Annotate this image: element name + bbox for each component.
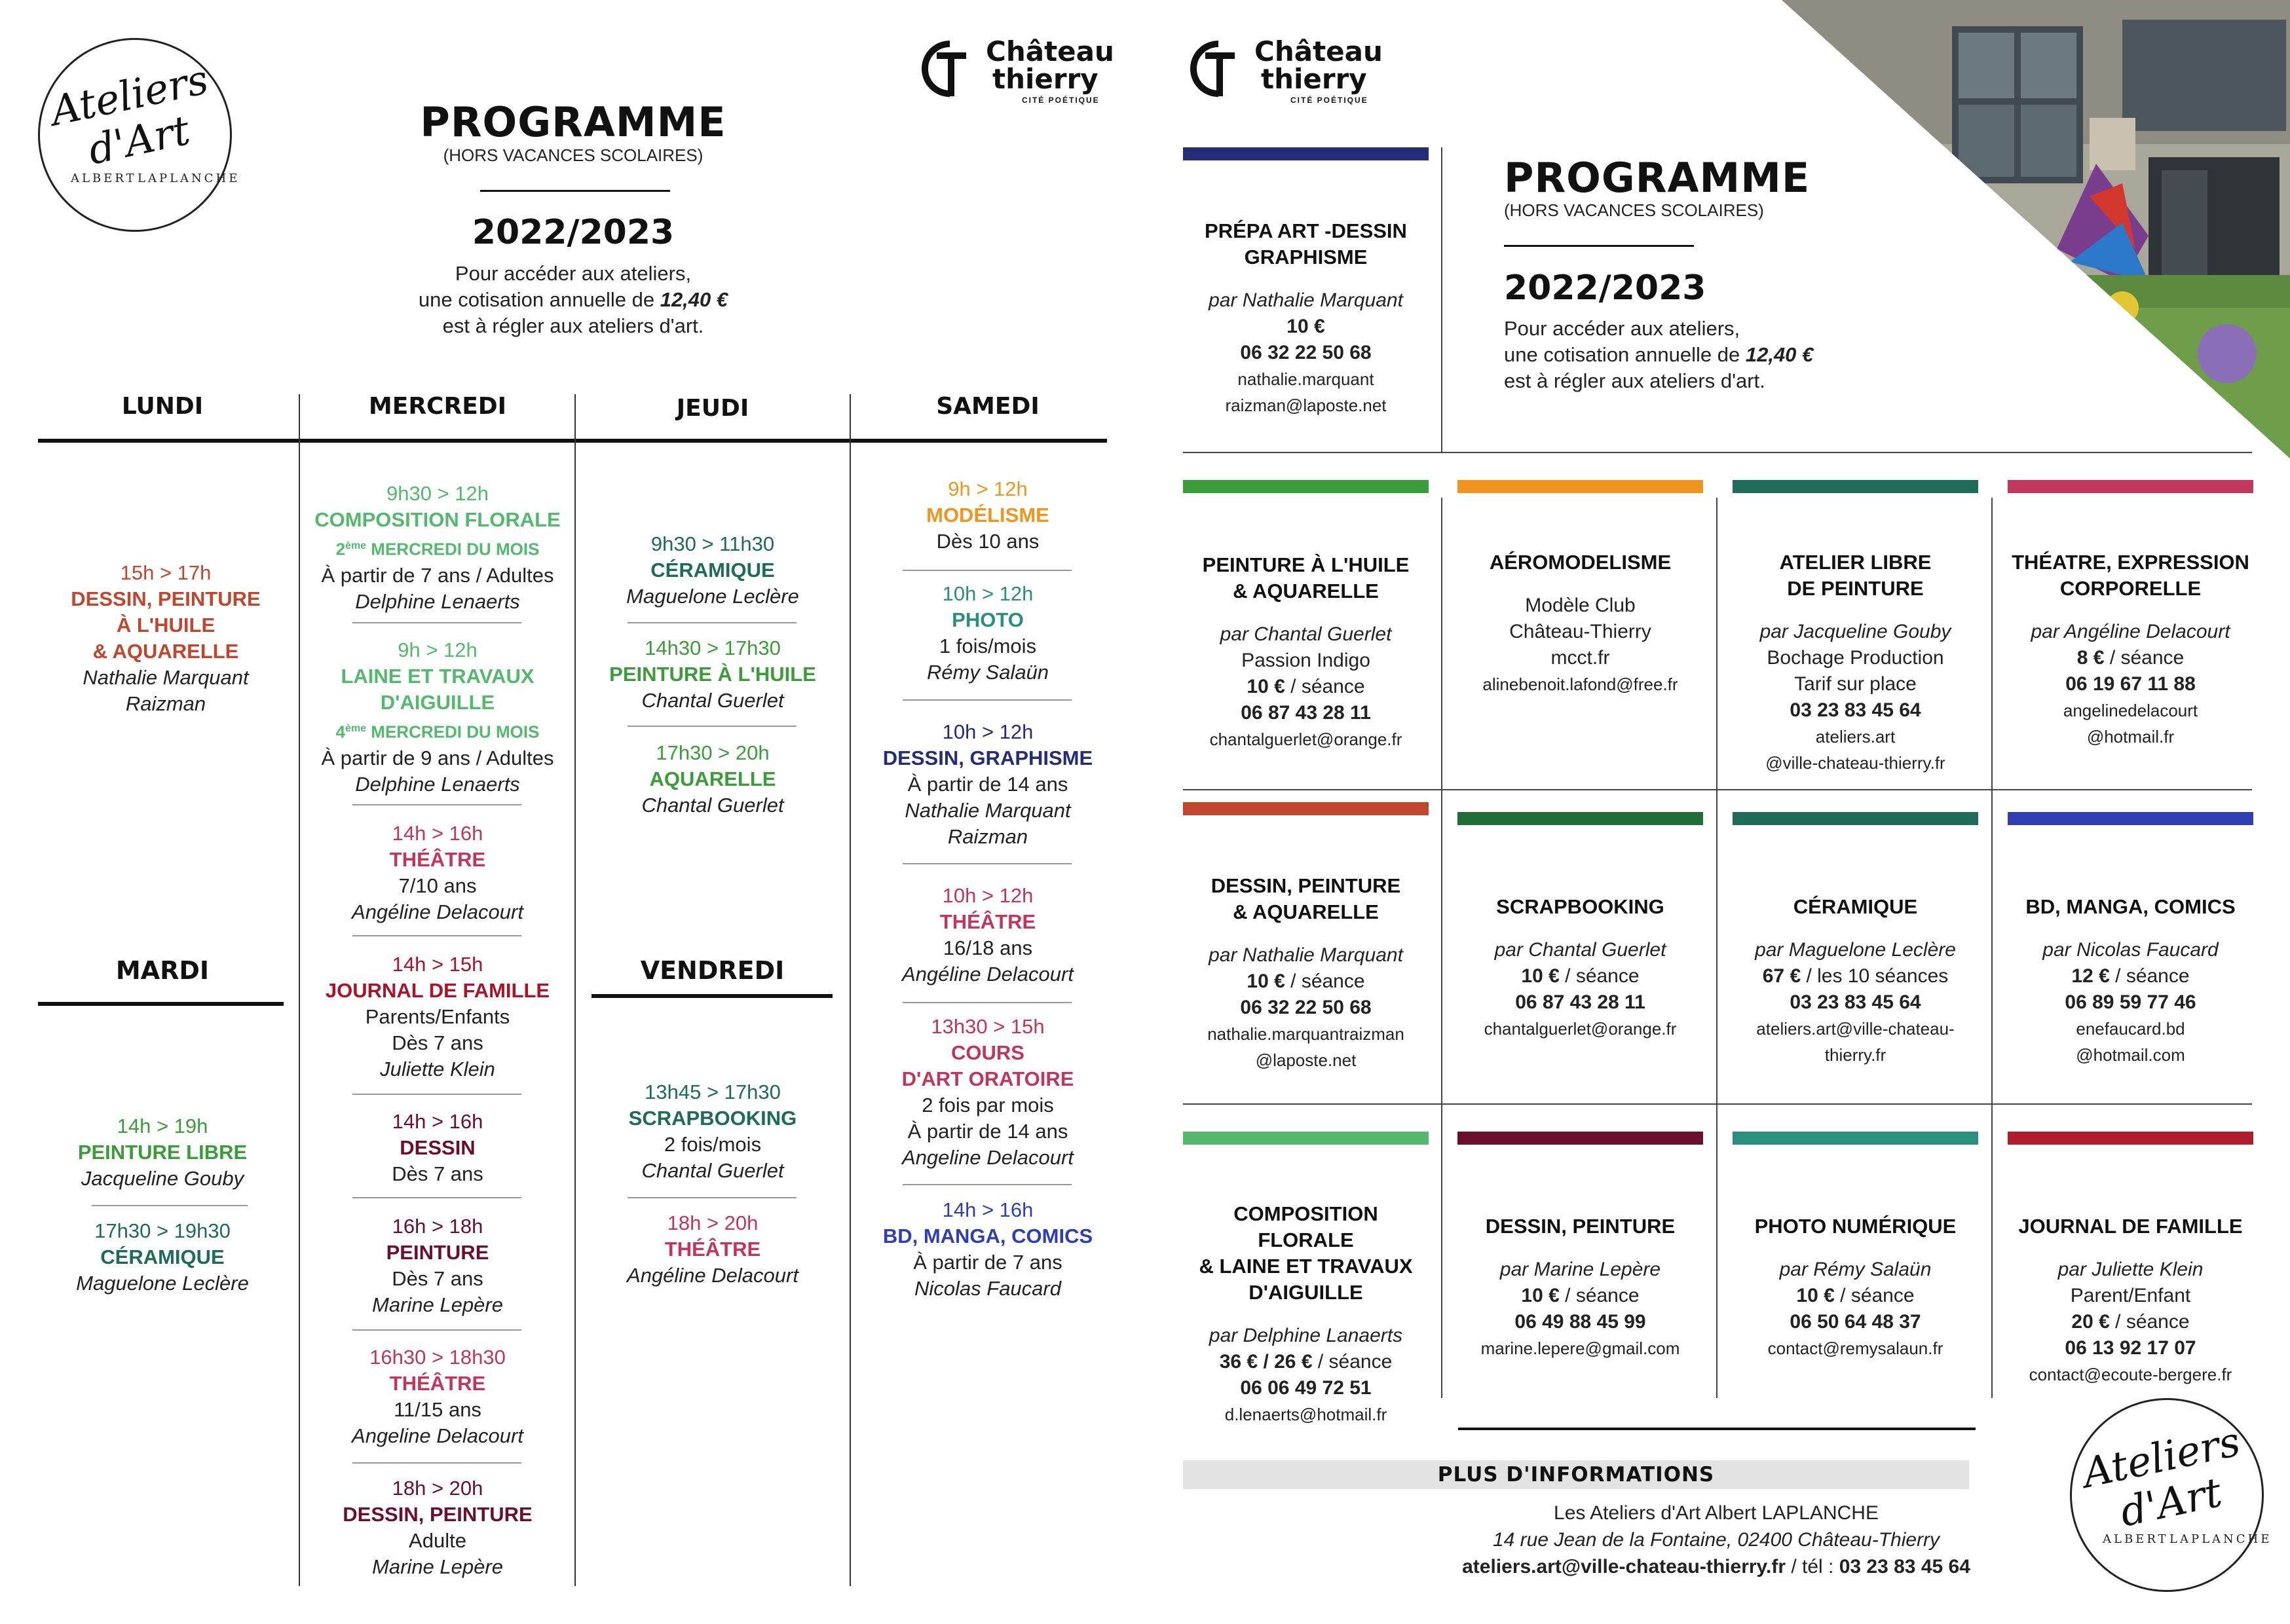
header-divider-left	[480, 190, 670, 192]
wed-entry-7: 16h30 > 18h30 THÉÂTRE 11/15 ans Angeline Delacourt	[352, 1346, 523, 1447]
city-logo-line1: Château	[986, 35, 1114, 67]
card-theatre: THÉATRE, EXPRESSION CORPORELLE par Angéline Delacourt 8 € / séance 06 19 67 11 88 angelinedelacourt @hotmail.fr	[2008, 480, 2253, 750]
logo-script-text: Ateliers d'Art	[47, 55, 213, 174]
intro-text-right: Pour accéder aux ateliers, une cotisation annuelle de 12,40 € est à régler aux ateliers d'art.	[1504, 317, 1814, 392]
fri-rule	[591, 994, 833, 998]
grid-v-1	[1441, 498, 1442, 1398]
card-bar	[1457, 480, 1703, 493]
day-header-thu: JEUDI	[676, 395, 749, 422]
day-header-tue: MARDI	[115, 956, 210, 985]
city-logo-tagline: CITÉ POÉTIQUE	[1022, 96, 1100, 105]
tue-sep	[92, 1205, 248, 1206]
day-header-wed: MERCREDI	[368, 393, 507, 420]
card-scrapbooking: SCRAPBOOKING par Chantal Guerlet 10 € / séance 06 87 43 28 11 chantalguerlet@orange.fr	[1457, 812, 1703, 1042]
intro-price: 12,40 €	[660, 288, 728, 311]
card-bar	[1733, 480, 1978, 493]
intro-line1: Pour accéder aux ateliers,	[455, 262, 692, 285]
wed-sep-6	[352, 1329, 521, 1331]
wed-sep-1	[352, 622, 521, 623]
card-photo-numerique: PHOTO NUMÉRIQUE par Rémy Salaün 10 € / séance 06 50 64 48 37 contact@remysalaun.fr	[1733, 1132, 1978, 1361]
tue-entry-2: 17h30 > 19h30 CÉRAMIQUE Maguelone Leclère	[76, 1219, 249, 1295]
tue-rule	[38, 1002, 284, 1006]
sat-entry-1: 9h > 12h MODÉLISME Dès 10 ans	[926, 477, 1049, 553]
card-aeromodelisme: AÉROMODELISME Modèle Club Château-Thierry mcct.fr alinebenoit.lafond@free.fr	[1457, 480, 1703, 697]
wed-entry-2: 9h > 12h LAINE ET TRAVAUX D'AIGUILLE 4ème MERCREDI DU MOIS À partir de 9 ans / Adultes Delphine Lenaerts	[321, 638, 554, 796]
card-bar	[1733, 812, 1978, 825]
logo-sub-left: ALBERT	[71, 172, 137, 185]
card-atelier-libre: ATELIER LIBRE DE PEINTURE par Jacqueline Gouby Bochage Production Tarif sur place 03 23 83 45 64 ateliers.art @ville-chateau-thierry.fr	[1733, 480, 1978, 776]
sat-sep-2	[903, 699, 1072, 701]
card-bar	[1733, 1132, 1978, 1145]
schedule-top-rule	[38, 439, 1107, 443]
card-dessin-peinture-aquarelle: DESSIN, PEINTURE & AQUARELLE par Nathalie Marquant 10 € / séance 06 32 22 50 68 nathalie.marquantraizman @laposte.net	[1183, 802, 1429, 1073]
sat-entry-3: 10h > 12h DESSIN, GRAPHISME À partir de 14 ans Nathalie Marquant Raizman	[882, 720, 1093, 848]
sat-sep-3	[903, 863, 1072, 864]
sat-sep-4	[903, 1002, 1072, 1003]
info-banner	[1183, 1460, 1969, 1489]
city-logo-mark	[1182, 36, 1248, 101]
card-dessin-peinture: DESSIN, PEINTURE par Marine Lepère 10 € / séance 06 49 88 45 99 marine.lepere@gmail.com	[1457, 1132, 1703, 1361]
tue-entry-1: 14h > 19h PEINTURE LIBRE Jacqueline Gouby	[77, 1115, 248, 1190]
wed-sep-4	[352, 1094, 521, 1095]
card-bar	[1183, 802, 1429, 815]
year-left: 2022/2023	[472, 213, 675, 252]
thu-entry-2: 14h30 > 17h30 PEINTURE À L'HUILE Chantal Guerlet	[609, 637, 816, 712]
grid-h-1	[1183, 452, 2252, 453]
sat-entry-5: 13h30 > 15h COURS D'ART ORATOIRE 2 fois par mois À partir de 14 ans Angeline Delacourt	[901, 1015, 1074, 1169]
grid-v-2	[1716, 498, 1718, 1398]
fri-sep	[628, 1197, 797, 1198]
day-header-mon: LUNDI	[121, 393, 204, 420]
card-prepa: PRÉPA ART -DESSIN GRAPHISME par Nathalie Marquant 10 € 06 32 22 50 68 nathalie.marquant raizman@laposte.net	[1183, 147, 1429, 418]
card-bar	[2008, 812, 2253, 825]
thu-sep-1	[628, 622, 797, 623]
wed-entry-8: 18h > 20h DESSIN, PEINTURE Adulte Marine Lepère	[343, 1477, 533, 1578]
wed-entry-5: 14h > 16h DESSIN Dès 7 ans	[392, 1110, 483, 1185]
city-logo-mark	[914, 36, 979, 101]
sat-sep-1	[903, 570, 1072, 571]
intro-text-left	[367, 261, 779, 339]
info-org: Les Ateliers d'Art Albert LAPLANCHE	[1554, 1502, 1879, 1524]
card-peinture-huile: PEINTURE À L'HUILE & AQUARELLE par Chantal Guerlet Passion Indigo 10 € / séance 06 87 43 28 11 chantalguerlet@orange.fr	[1183, 480, 1429, 752]
city-logo-tagline: CITÉ POÉTIQUE	[1290, 96, 1368, 105]
wed-sep-7	[352, 1462, 521, 1464]
info-block: Les Ateliers d'Art Albert LAPLANCHE 14 rue Jean de la Fontaine, 02400 Château-Thierry ateliers.art@ville-chateau-thierry.fr / tél : 03 23 83 45 64	[1376, 1500, 2057, 1580]
info-phone[interactable]: 03 23 83 45 64	[1839, 1556, 1970, 1578]
card-bar	[1457, 812, 1703, 825]
card-bd-manga: BD, MANGA, COMICS par Nicolas Faucard 12 € / séance 06 89 59 77 46 enefaucard.bd @hotmail.com	[2008, 812, 2253, 1068]
city-logo-line1: Château	[1254, 35, 1383, 67]
logo-sub-left: ALBERT	[2103, 1532, 2169, 1546]
info-email[interactable]: ateliers.art@ville-chateau-thierry.fr	[1462, 1556, 1786, 1578]
city-logo-line2: thierry	[1261, 63, 1367, 95]
wed-entry-4: 14h > 15h JOURNAL DE FAMILLE Parents/Enfants Dès 7 ans Juliette Klein	[325, 953, 550, 1080]
card-ceramique: CÉRAMIQUE par Maguelone Leclère 67 € / les 10 séances 03 23 83 45 64 ateliers.art@ville-chateau- thierry.fr	[1733, 812, 1978, 1068]
header-divider-right	[1504, 245, 1694, 247]
logo-script-text: Ateliers d'Art	[2078, 1417, 2245, 1536]
page-title-left: PROGRAMME	[420, 98, 726, 146]
card-bar	[1183, 480, 1429, 493]
card-composition-florale: COMPOSITION FLORALE & LAINE ET TRAVAUX D'AIGUILLE par Delphine Lanaerts 36 € / 26 € / séance 06 06 49 72 51 d.lenaerts@hotmail.fr	[1183, 1132, 1429, 1428]
day-header-sat: SAMEDI	[936, 393, 1040, 420]
fri-entry-1: 13h45 > 17h30 SCRAPBOOKING 2 fois/mois Chantal Guerlet	[628, 1080, 797, 1182]
grid-v-prepa	[1441, 147, 1442, 452]
info-address: 14 rue Jean de la Fontaine, 02400 Château-Thierry	[1492, 1529, 1940, 1551]
card-journal-famille: JOURNAL DE FAMILLE par Juliette Klein Parent/Enfant 20 € / séance 06 13 92 17 07 contact@ecoute-bergere.fr	[2008, 1132, 2253, 1388]
grid-h-2	[1183, 789, 2252, 790]
wed-entry-3: 14h > 16h THÉÂTRE 7/10 ans Angéline Delacourt	[352, 822, 523, 923]
page-subtitle-right: (HORS VACANCES SCOLAIRES)	[1504, 200, 1764, 220]
wed-entry-1: 9h30 > 12h COMPOSITION FLORALE 2ème MERCREDI DU MOIS À partir de 7 ans / Adultes Delphine Lenaerts	[314, 482, 561, 613]
sat-entry-6: 14h > 16h BD, MANGA, COMICS À partir de 7 ans Nicolas Faucard	[882, 1198, 1093, 1300]
grid-v-3	[1991, 498, 1993, 1398]
mon-entry-1: 15h > 17h DESSIN, PEINTURE À L'HUILE & AQUARELLE Nathalie Marquant Raizman	[71, 561, 261, 715]
year-right: 2022/2023	[1504, 268, 1706, 308]
wed-sep-2	[352, 804, 521, 805]
card-bar	[2008, 480, 2253, 493]
card-bar	[1457, 1132, 1703, 1145]
thu-sep-2	[628, 726, 797, 727]
sat-entry-2: 10h > 12h PHOTO 1 fois/mois Rémy Salaün	[926, 582, 1049, 684]
sat-sep-5	[903, 1184, 1072, 1185]
grid-h-3	[1183, 1103, 2252, 1105]
intro-line2: une cotisation annuelle de 12,40 €	[418, 288, 728, 311]
city-logo-line2: thierry	[992, 63, 1098, 95]
card-bar	[2008, 1132, 2253, 1145]
thu-entry-1: 9h30 > 11h30 CÉRAMIQUE Maguelone Leclère	[626, 532, 799, 608]
logo-sub-right: LAPLANCHE	[2169, 1532, 2272, 1546]
day-header-fri: VENDREDI	[640, 956, 785, 985]
card-prepa-bar	[1183, 147, 1429, 160]
wed-sep-5	[352, 1197, 521, 1198]
wed-entry-6: 16h > 18h PEINTURE Dès 7 ans Marine Lepère	[372, 1215, 503, 1316]
logo-sub-right: LAPLANCHE	[138, 172, 240, 185]
wed-sep-3	[352, 935, 521, 936]
info-title: PLUS D'INFORMATIONS	[1437, 1463, 1715, 1486]
thu-entry-3: 17h30 > 20h AQUARELLE Chantal Guerlet	[641, 741, 784, 817]
intro-line3: est à régler aux ateliers d'art.	[442, 314, 704, 337]
page-subtitle-left: (HORS VACANCES SCOLAIRES)	[443, 145, 704, 165]
info-top-rule	[1458, 1428, 1976, 1430]
card-bar	[1183, 1132, 1429, 1145]
sat-entry-4: 10h > 12h THÉÂTRE 16/18 ans Angéline Delacourt	[902, 884, 1074, 986]
fri-entry-2: 18h > 20h THÉÂTRE Angéline Delacourt	[627, 1211, 798, 1287]
page-title-right: PROGRAMME	[1504, 154, 1811, 202]
